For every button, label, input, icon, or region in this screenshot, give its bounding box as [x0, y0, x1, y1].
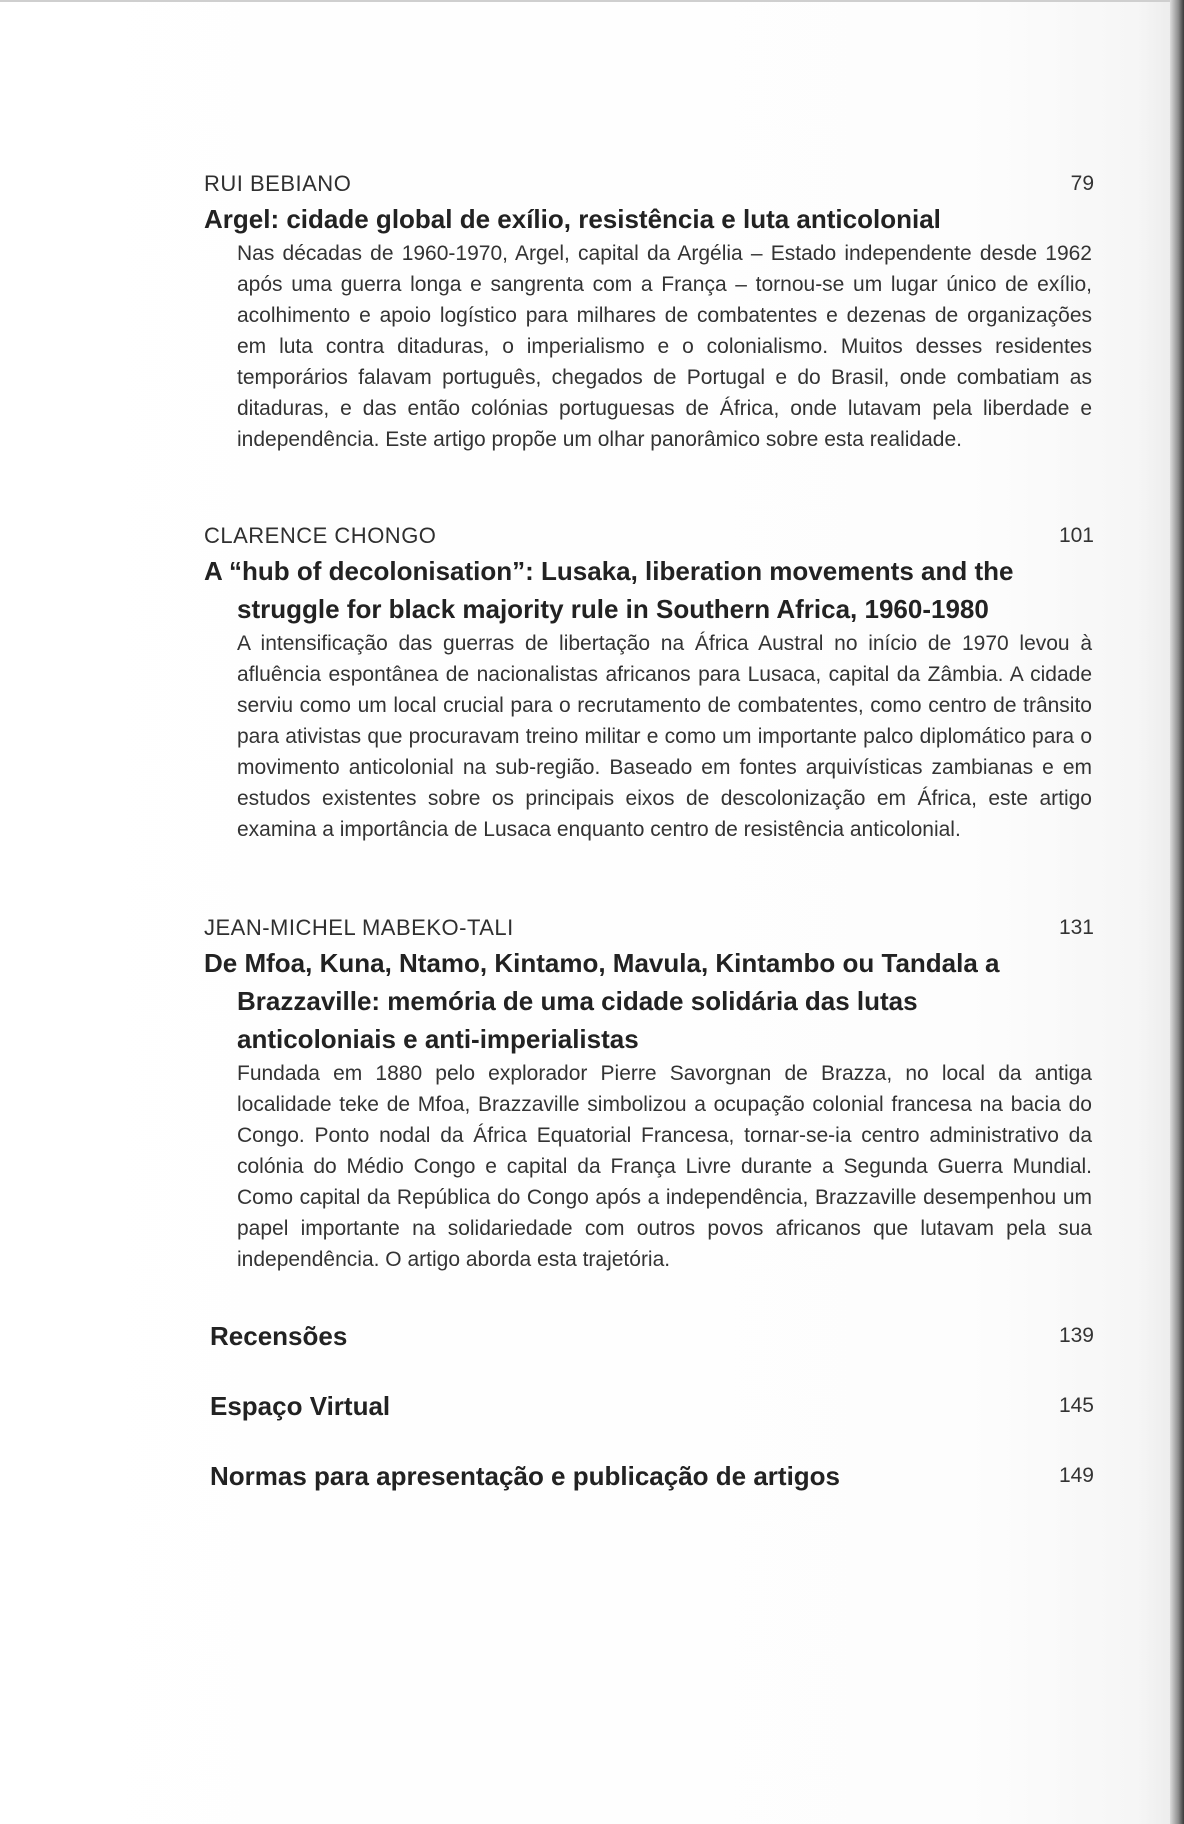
article-title: A “hub of decolonisation”: Lusaka, liberation movements and the struggle for black majority rule in Southern Africa, 1960-1980 [204, 556, 1014, 624]
page-number: 149 [1058, 1464, 1094, 1487]
article-title: Argel: cidade global de exílio, resistência e luta anticolonial [204, 204, 941, 234]
toc-entry-chongo [204, 520, 1094, 845]
author-name: RUI BEBIANO [204, 171, 352, 196]
page-number: 131 [1058, 916, 1094, 939]
entry-header [204, 912, 1094, 944]
toc-section-espaco-virtual [210, 1386, 1094, 1426]
toc-section-normas [210, 1456, 1094, 1496]
toc-entry-mabeko-tali [204, 912, 1094, 1275]
article-abstract: Fundada em 1880 pelo explorador Pierre Savorgnan de Brazza, no local da antiga localidade teke de Mfoa, Brazzaville simbolizou a ocupação colonial francesa na bacia do Congo. Ponto nodal da África Equatorial Francesa, tornar-se-ia centro administrativo da colónia do Médio Congo e capital da França Livre durante a Segunda Guerra Mundial. Como capital da República do Congo após a independência, Brazzaville desempenhou um papel importante na solidariedade com outros povos africanos que lutavam pela sua independência. O artigo aborda esta trajetória. [237, 1062, 1092, 1271]
page-number: 145 [1058, 1394, 1094, 1417]
binding-edge [1170, 0, 1184, 1824]
section-title: Recensões [210, 1321, 348, 1351]
toc-section-recensoes [210, 1316, 1094, 1356]
author-name: CLARENCE CHONGO [204, 523, 437, 548]
page-number: 101 [1058, 524, 1094, 547]
article-abstract: Nas décadas de 1960-1970, Argel, capital da Argélia – Estado independente desde 1962 após uma guerra longa e sangrenta com a França – tornou-se um lugar único de exílio, acolhimento e apoio logístico para milhares de combatentes e dezenas de organizações em luta contra ditaduras, o imperialismo e o colonialismo. Muitos desses residentes temporários falavam português, chegados de Portugal e do Brasil, onde combatiam as ditaduras, e das então colónias portuguesas de África, onde lutavam pela liberdade e independência. Este artigo propõe um olhar panorâmico sobre esta realidade. [237, 242, 1092, 451]
article-title: De Mfoa, Kuna, Ntamo, Kintamo, Mavula, Kintambo ou Tandala a Brazzaville: memória de uma cidade solidária das lutas anticoloniais e anti-imperialistas [204, 948, 1000, 1054]
entry-header [204, 168, 1094, 200]
section-title: Espaço Virtual [210, 1391, 391, 1421]
entry-header [204, 520, 1094, 552]
toc-entry-bebiano [204, 168, 1094, 455]
page-number: 79 [1070, 172, 1094, 195]
section-title: Normas para apresentação e publicação de artigos [210, 1461, 841, 1491]
article-abstract: A intensificação das guerras de libertação na África Austral no início de 1970 levou à afluência espontânea de nacionalistas africanos para Lusaca, capital da Zâmbia. A cidade serviu como um local crucial para o recrutamento de combatentes, como centro de trânsito para ativistas que procuravam treino militar e como um importante palco diplomático para o movimento anticolonial na sub-região. Baseado em fontes arquivísticas zambianas e em estudos existentes sobre os principais eixos de descolonização em África, este artigo examina a importância de Lusaca enquanto centro de resistência anticolonial. [237, 632, 1092, 841]
page-number: 139 [1058, 1324, 1094, 1347]
author-name: JEAN-MICHEL MABEKO-TALI [204, 915, 514, 940]
top-edge [0, 0, 1184, 2]
